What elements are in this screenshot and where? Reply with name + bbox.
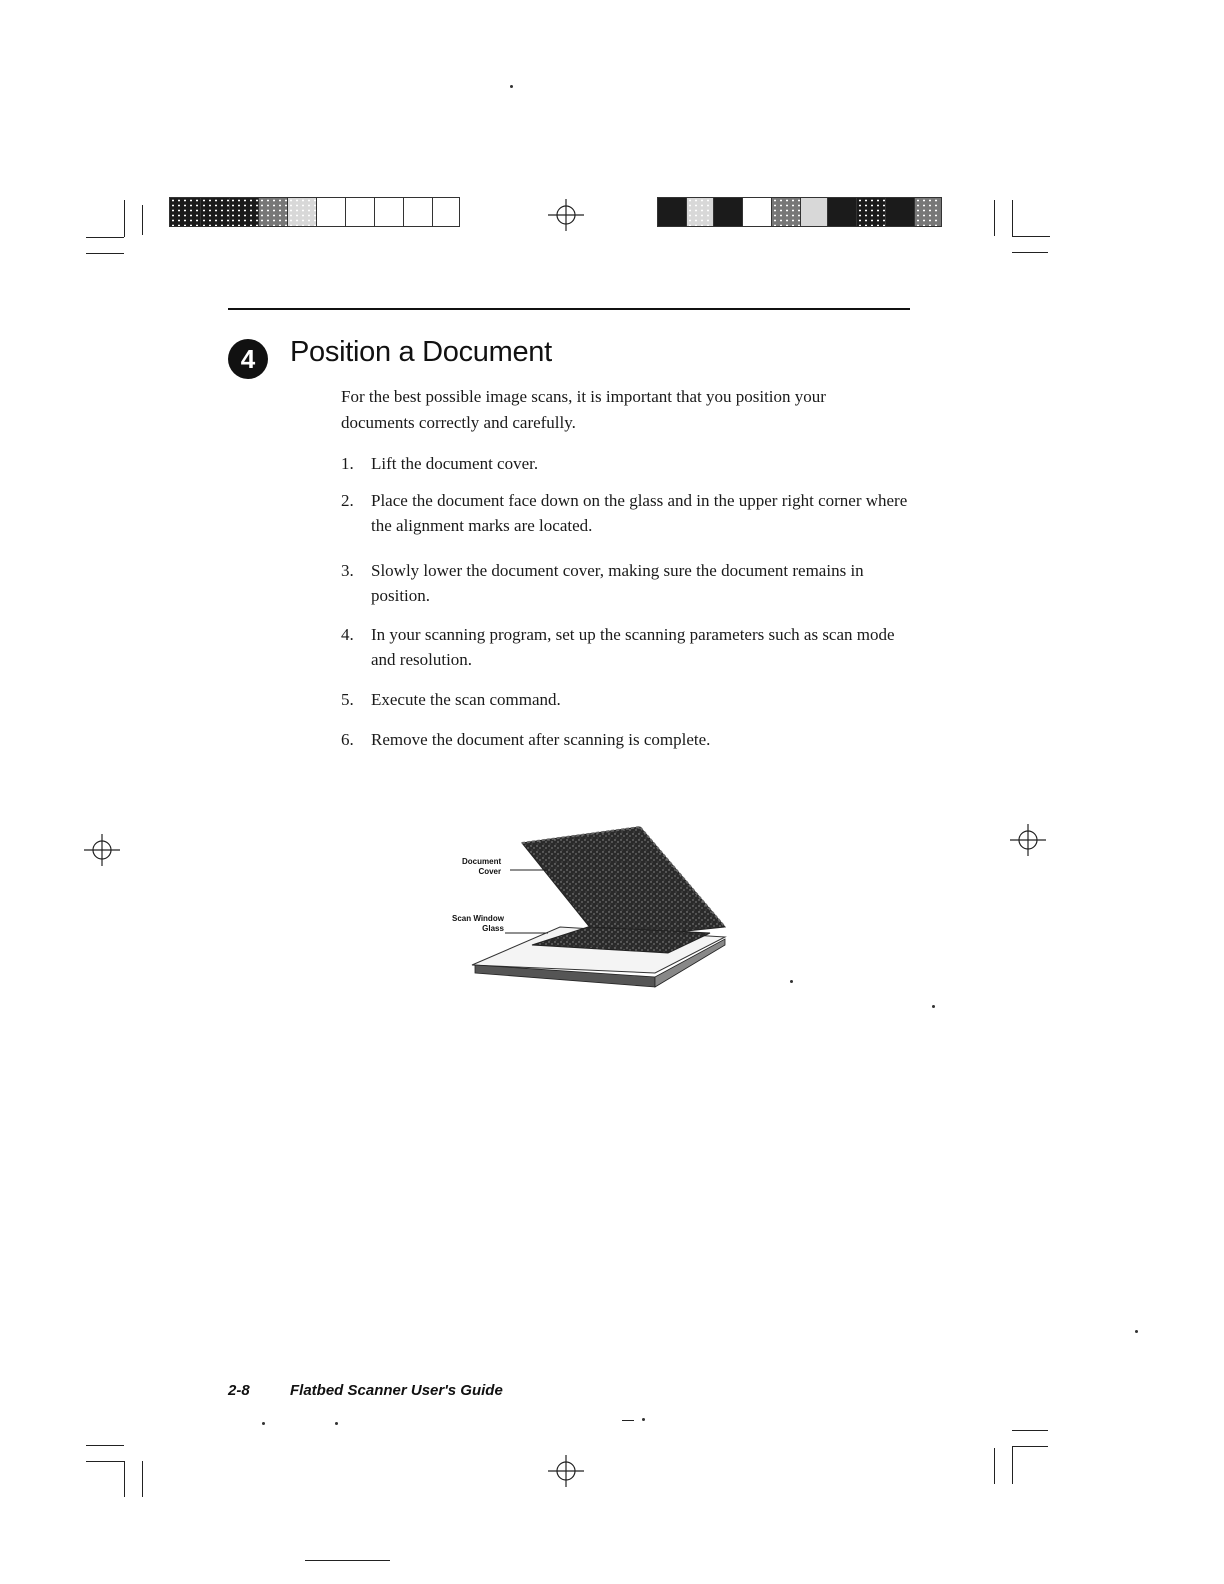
scan-speck: [622, 1420, 634, 1421]
registration-target-icon: [1010, 822, 1046, 858]
crop-mark: [86, 237, 124, 238]
figure-label-cover: [462, 857, 501, 877]
list-item: [341, 488, 921, 538]
figure-label-line: Document: [462, 857, 502, 866]
crop-mark: [1012, 200, 1013, 236]
crop-mark: [1012, 236, 1050, 237]
registration-target-icon: [84, 832, 120, 868]
crop-mark: [86, 1461, 124, 1462]
crop-mark: [86, 1445, 124, 1446]
scan-speck: [642, 1418, 645, 1421]
step-num: 5.: [341, 690, 354, 709]
crop-mark: [124, 200, 125, 237]
step-number-badge: 4: [228, 339, 268, 379]
crop-mark: [1012, 1446, 1048, 1447]
figure-label-glass: [452, 914, 504, 934]
crop-mark: [86, 253, 124, 254]
steps-list: [341, 451, 921, 752]
crop-mark: [1012, 252, 1048, 253]
figure-label-line: Glass: [482, 924, 504, 933]
crop-mark: [994, 200, 995, 236]
intro-paragraph: For the best possible image scans, it is important that you position your documents correctly and carefully.: [341, 387, 826, 432]
scan-speck: [262, 1422, 265, 1425]
registration-target-icon: [548, 1453, 584, 1489]
step-text: Place the document face down on the glass and in the upper right corner where the alignment marks are located.: [371, 491, 908, 535]
scan-speck: [790, 980, 793, 983]
figure-label-line: Scan Window: [452, 914, 504, 923]
list-item: [341, 727, 921, 752]
crop-mark: [994, 1448, 995, 1484]
section-title: Position a Document: [290, 336, 552, 368]
list-item: [341, 687, 921, 712]
book-title: Flatbed Scanner User's Guide: [290, 1382, 503, 1399]
registration-target-icon: [548, 197, 584, 233]
color-bar-left: [170, 197, 460, 227]
step-num: 6.: [341, 730, 354, 749]
step-num: 1.: [341, 454, 354, 473]
document-cover: [522, 827, 725, 940]
scanner-illustration: [440, 815, 740, 995]
crop-mark: [142, 205, 143, 235]
step-num: 4.: [341, 625, 354, 644]
figure-label-line: Cover: [478, 867, 502, 876]
crop-mark: [124, 1461, 125, 1497]
scan-speck: [335, 1422, 338, 1425]
step-text: Remove the document after scanning is complete.: [371, 730, 711, 749]
crop-mark: [1012, 1446, 1013, 1484]
step-num: 2.: [341, 491, 354, 510]
color-bar-right: [658, 197, 942, 227]
list-item: [341, 622, 921, 672]
step-text: Execute the scan command.: [371, 690, 561, 709]
crop-mark: [142, 1461, 143, 1497]
list-item: [341, 451, 921, 476]
crop-mark: [1012, 1430, 1048, 1431]
step-text: In your scanning program, set up the scanning parameters such as scan mode and resolution.: [371, 625, 895, 669]
step-text: Lift the document cover.: [371, 454, 539, 473]
scan-speck: [932, 1005, 935, 1008]
scan-speck: [305, 1560, 390, 1561]
page-number: 2-8: [228, 1382, 250, 1399]
scan-speck: [510, 85, 513, 88]
list-item: [341, 558, 921, 608]
scan-speck: [1135, 1330, 1138, 1333]
step-text: Slowly lower the document cover, making sure the document remains in position.: [371, 561, 864, 605]
step-num: 3.: [341, 561, 354, 580]
section-rule: [228, 308, 910, 310]
